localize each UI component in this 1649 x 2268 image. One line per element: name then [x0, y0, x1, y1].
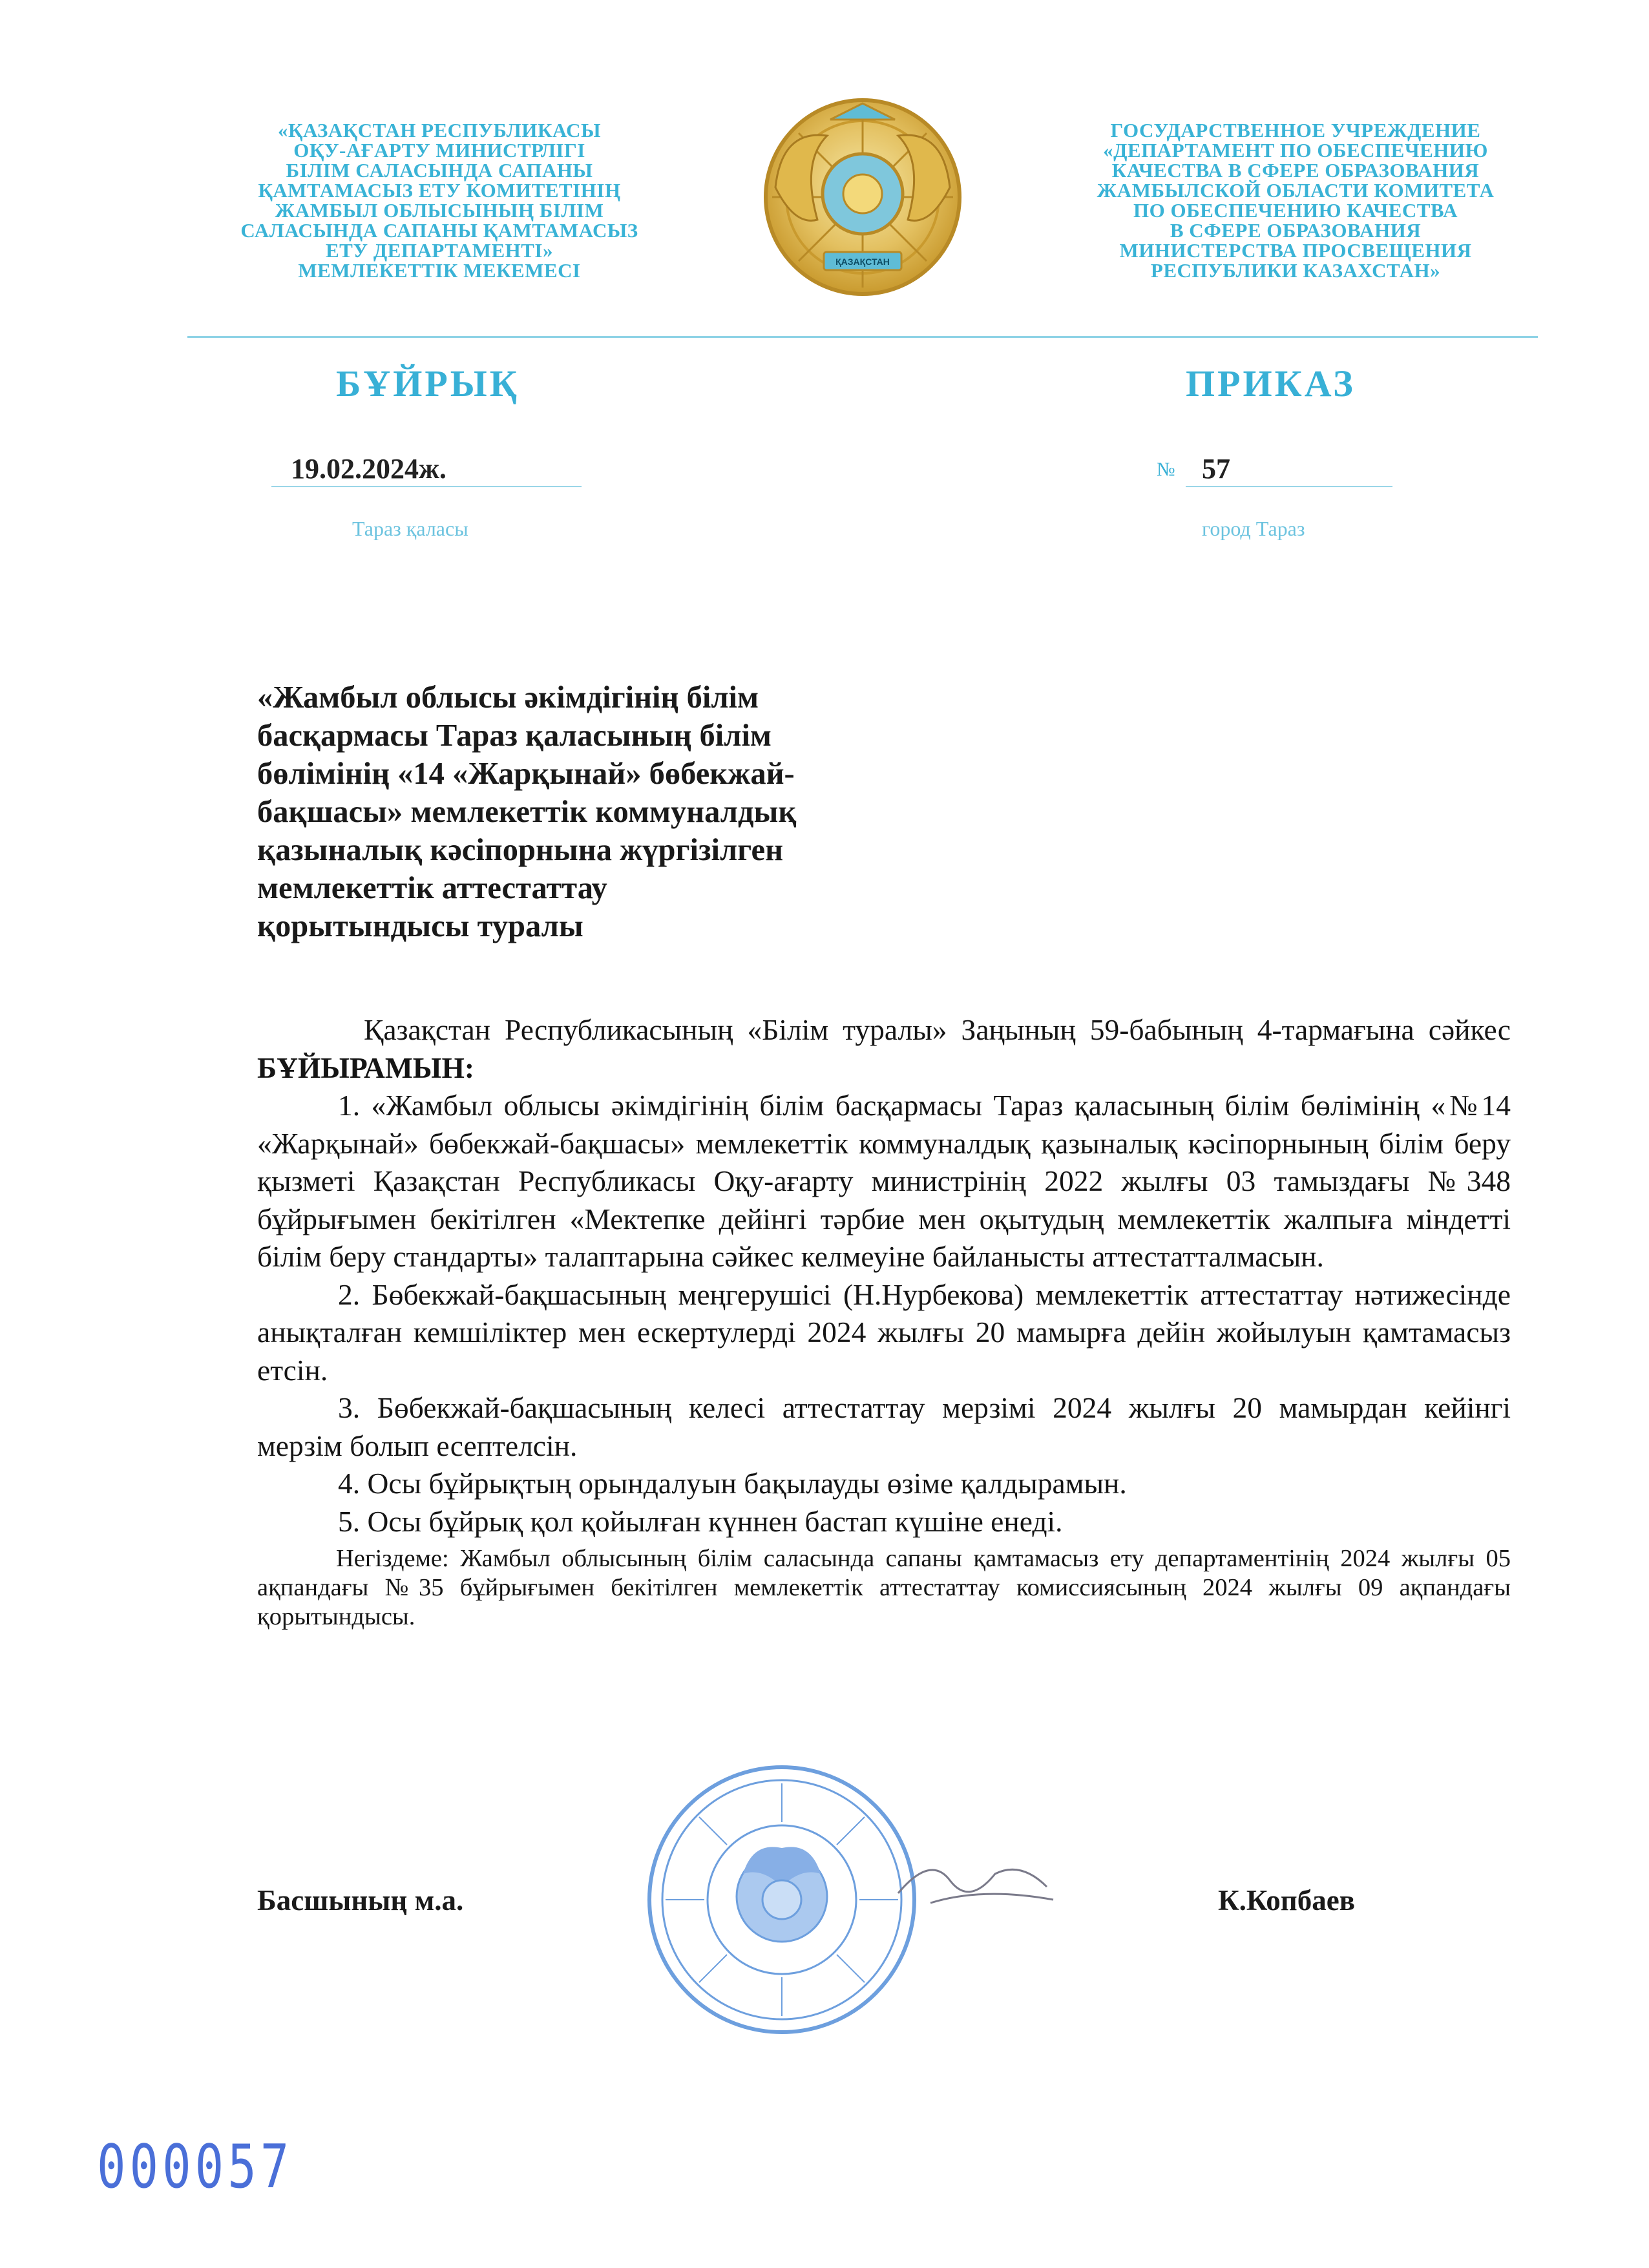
intro-paragraph [257, 1011, 1511, 1087]
intro-text: Қазақстан Республикасының «Білім туралы» Заңының 59-бабының 4-тармағына сәйкес [364, 1013, 1511, 1046]
header-left-line: «ҚАЗАҚСТАН РЕСПУБЛИКАСЫ [277, 119, 602, 142]
header-right-line: КАЧЕСТВА В СФЕРЕ ОБРАЗОВАНИЯ [1111, 159, 1480, 182]
order-item: 4. Осы бұйрықтың орындалуын бақылауды өзіме қалдырамын. [338, 1467, 1127, 1500]
header-left-line: МЕМЛЕКЕТТІК МЕКЕМЕСІ [298, 259, 581, 282]
header-left-org [162, 120, 717, 280]
header-right-line: МИНИСТЕРСТВА ПРОСВЕЩЕНИЯ [1119, 239, 1472, 262]
order-body [257, 1011, 1511, 1632]
subject-line: қорытындысы туралы [257, 909, 583, 943]
signatory-name: К.Копбаев [1218, 1884, 1355, 1916]
official-seal [640, 1758, 924, 2042]
header-right-line: РЕСПУБЛИКИ КАЗАХСТАН» [1150, 259, 1441, 282]
number-underline [1186, 486, 1392, 487]
order-item: 3. Бөбекжай-бақшасының келесі аттестаттау мерзімі 2024 жылғы 20 мамырдан кейінгі мерзім болып есептелсін. [257, 1391, 1511, 1462]
header-right-line: «ДЕПАРТАМЕНТ ПО ОБЕСПЕЧЕНИЮ [1103, 139, 1488, 162]
signatory-position: Басшының м.а. [257, 1884, 464, 1916]
basis-paragraph: Негіздеме: Жамбыл облысының білім саласында сапаны қамтамасыз ету департаментінің 2024 жылғы 05 ақпандағы №35 бұйрығымен бекітілген мемлекеттік аттестаттау комиссиясының 2024 жылғы 09 ақпандағы қорытындысы. [257, 1545, 1511, 1630]
handwritten-signature [892, 1842, 1060, 1919]
serial-number: 000057 [97, 2132, 293, 2202]
subject-line: қазыналық кәсіпорнына жүргізілген [257, 833, 784, 867]
state-emblem [756, 90, 969, 304]
order-item: 2. Бөбекжай-бақшасының меңгерушісі (Н.Нурбекова) мемлекеттік аттестаттау нәтижесінде анықталған кемшіліктер мен ескертулерді 2024 жылғы 20 мамырға дейін жойылуын қамтамасыз етсін. [257, 1277, 1511, 1387]
header-left-line: ЖАМБЫЛ ОБЛЫСЫНЫҢ БІЛІМ [275, 199, 604, 222]
order-title-kz: БҰЙРЫҚ [336, 362, 520, 404]
header-right-line: ЖАМБЫЛСКОЙ ОБЛАСТИ КОМИТЕТА [1097, 179, 1495, 202]
header-right-line: ПО ОБЕСПЕЧЕНИЮ КАЧЕСТВА [1133, 199, 1458, 222]
header-divider [187, 336, 1538, 338]
header-left-line: БІЛІМ САЛАСЫНДА САПАНЫ [286, 159, 593, 182]
header-left-line: ОҚУ-АҒАРТУ МИНИСТРЛІГІ [293, 139, 585, 162]
emblem-ribbon-text: ҚАЗАҚСТАН [835, 257, 890, 267]
header-right-org [1014, 120, 1577, 280]
order-number: 57 [1202, 453, 1230, 485]
header-left-line: ҚАМТАМАСЫЗ ЕТУ КОМИТЕТІНІҢ [258, 179, 621, 202]
subject-line: мемлекеттік аттестаттау [257, 871, 607, 905]
header-right-line: ГОСУДАРСТВЕННОЕ УЧРЕЖДЕНИЕ [1110, 119, 1481, 142]
header-left-line: САЛАСЫНДА САПАНЫ ҚАМТАМАСЫЗ [240, 219, 638, 242]
subject-line: бақшасы» мемлекеттік коммуналдық [257, 795, 797, 829]
city-kz: Тараз қаласы [352, 517, 468, 540]
order-item: 1. «Жамбыл облысы әкімдігінің білім басқармасы Тараз қаласының білім бөлімінің «№14 «Жарқынай» бөбекжай-бақшасы» мемлекеттік коммуналдық қазыналық кәсіпорнының білім беру қызметі Қазақстан Республикасы Оқу-ағарту министрінің 2022 жылғы 03 тамыздағы №348 бұйрығымен бекітілген «Мектепке дейінгі тәрбие мен оқытудың мемлекеттік жалпыға міндетті білім беру стандарты» талаптарына сәйкес келмеуіне байланысты аттестатталмасын. [257, 1089, 1511, 1273]
order-item: 5. Осы бұйрық қол қойылған күннен бастап күшіне енеді. [338, 1504, 1063, 1538]
order-subject [257, 678, 1000, 945]
subject-line: басқармасы Тараз қаласының білім [257, 719, 772, 753]
header-right-line: В СФЕРЕ ОБРАЗОВАНИЯ [1170, 219, 1422, 242]
subject-line: «Жамбыл облысы әкімдігінің білім [257, 680, 759, 715]
date-underline [271, 486, 582, 487]
order-date: 19.02.2024ж. [291, 453, 446, 485]
intro-decree-word: БҰЙЫРАМЫН: [257, 1051, 475, 1084]
subject-line: бөлімінің «14 «Жарқынай» бөбекжай- [257, 757, 795, 791]
order-title-ru: ПРИКАЗ [1186, 362, 1356, 404]
number-sign: № [1157, 459, 1175, 480]
header-left-line: ЕТУ ДЕПАРТАМЕНТІ» [326, 239, 553, 262]
city-ru: город Тараз [1202, 517, 1305, 540]
